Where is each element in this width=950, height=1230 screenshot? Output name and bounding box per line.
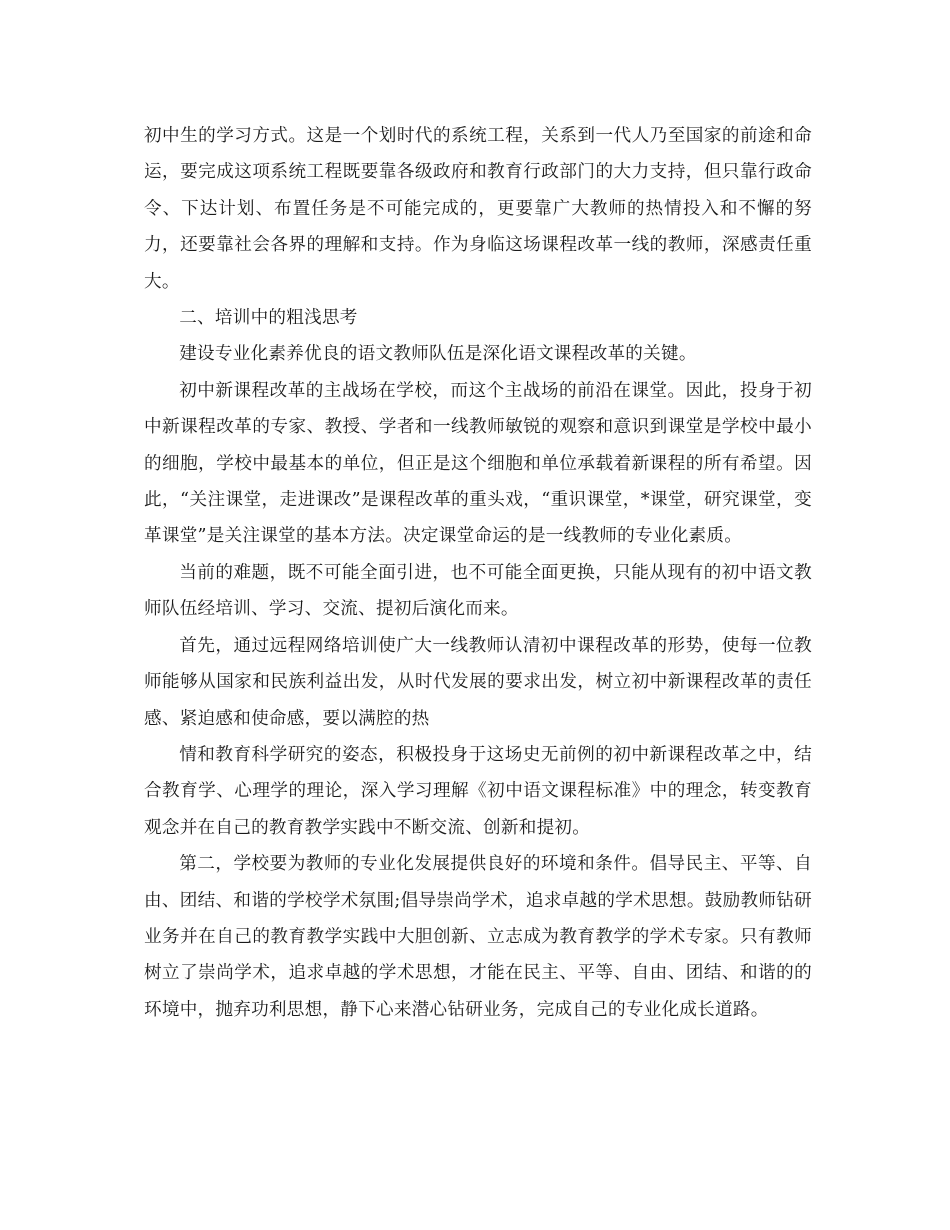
paragraph-5: 首先，通过远程网络培训使广大一线教师认清初中课程改革的形势，使每一位教师能够从国家和民族利益出发，从时代发展的要求出发，树立初中新课程改革的责任感、紧迫感和使命感，要以满腔的热 <box>144 635 812 729</box>
paragraph-7: 第二，学校要为教师的专业化发展提供良好的环境和条件。倡导民主、平等、自由、团结、和谐的学校学术氛围;倡导崇尚学术，追求卓越的学术思想。鼓励教师钻研业务并在自己的教育教学实践中大胆创新、立志成为教育教学的学术专家。只有教师树立了崇尚学术，追求卓越的学术思想，才能在民主、平等、自由、团结、和谐的的环境中，抛弃功利思想，静下心来潜心钻研业务，完成自己的专业化成长道路。 <box>144 854 812 1020</box>
paragraph-6: 情和教育科学研究的姿态，积极投身于这场史无前例的初中新课程改革之中，结合教育学、心理学的理论，深入学习理解《初中语文课程标准》中的理念，转变教育观念并在自己的教育教学实践中不断交流、创新和提初。 <box>144 744 812 838</box>
paragraph-3: 初中新课程改革的主战场在学校，而这个主战场的前沿在课堂。因此，投身于初中新课程改革的专家、教授、学者和一线教师敏锐的观察和意识到课堂是学校中最小的细胞，学校中最基本的单位，但正是这个细胞和单位承载着新课程的所有希望。因此，“关注课堂，走进课改”是课程改革的重头戏，“重识课堂，*课堂，研究课堂，变革课堂”是关注课堂的基本方法。决定课堂命运的是一线教师的专业化素质。 <box>144 380 812 547</box>
paragraph-2: 建设专业化素养优良的语文教师队伍是深化语文课程改革的关键。 <box>179 344 697 365</box>
paragraph-1: 初中生的学习方式。这是一个划时代的系统工程，关系到一代人乃至国家的前途和命运，要完成这项系统工程既要靠各级政府和教育行政部门的大力支持，但只靠行政命令、下达计划、布置任务是不可能完成的，更要靠广大教师的热情投入和不懈的努力，还要靠社会各界的理解和支持。作为身临这场课程改革一线的教师，深感责任重大。 <box>144 126 812 292</box>
section-heading: 二、培训中的粗浅思考 <box>179 308 358 329</box>
document-body <box>144 118 812 1028</box>
paragraph-4: 当前的难题，既不可能全面引进，也不可能全面更换，只能从现有的初中语文教师队伍经培训、学习、交流、提初后演化而来。 <box>144 562 812 620</box>
